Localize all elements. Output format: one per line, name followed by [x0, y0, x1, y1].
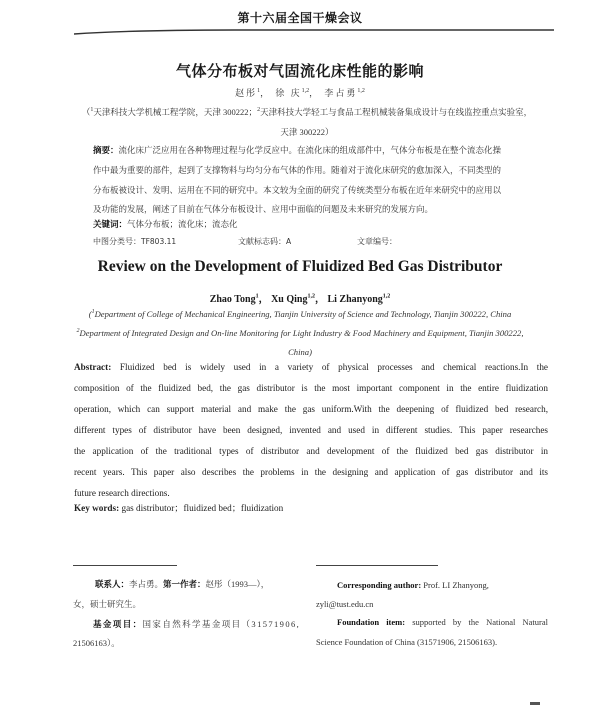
english-affiliation-2: [0, 328, 600, 338]
en-fund-footnote: [337, 617, 548, 627]
keywords-text: 气体分布板；流化床；流态化: [127, 219, 238, 229]
abstract-line: operation, which can support material and make the gas uniform.With the deepening of fluidized bed research,: [74, 404, 548, 414]
english-title: Review on the Development of Fluidized Bed Gas Distributor: [97, 258, 503, 275]
fund-label: Foundation item:: [337, 617, 406, 627]
abstract-label: Abstract:: [74, 362, 112, 372]
abstract-line: composition of the fluidized bed, the gas distributor is the most important component in the entire fluidization: [74, 383, 548, 393]
abstract-label: 摘要：: [93, 145, 119, 155]
author-name: Zhao Tong: [209, 294, 256, 305]
fund-value: 国家自然科学基金项目（31571906,: [142, 619, 301, 629]
abstract-line: [74, 357, 548, 378]
abstract-line: the application of the traditional types of distributor and development of the fluidized bed gas distributor in: [74, 446, 548, 456]
clc-label: 中图分类号：: [93, 237, 141, 246]
first-author-value: 赵彤（1993—），: [205, 579, 270, 589]
corresponding-label: Corresponding author:: [337, 580, 422, 590]
en-corresponding-footnote: [337, 580, 489, 590]
doc-code-label: 文献标志码：: [238, 237, 286, 246]
abstract-text: Fluidized bed is widely used in a variety of physical processes and chemical reactions.In the: [119, 362, 548, 372]
keywords-label: Key words:: [74, 503, 120, 513]
cn-first-author-cont: 女，硕士研究生。: [73, 599, 142, 609]
en-fund-cont: Science Foundation of China (31571906, 21506163).: [316, 637, 498, 647]
contact-label: 联系人：: [95, 579, 130, 589]
chinese-keywords: [93, 218, 238, 230]
chinese-authors: 赵彤$^1$， 徐 庆$^{1,2}$， 李占勇$^{1,2}$: [235, 88, 365, 98]
fund-value: supported by the National Natural: [412, 617, 549, 627]
doc-code-value: A: [286, 237, 292, 246]
article-number: [357, 236, 397, 247]
corresponding-value: Prof. LI Zhanyong,: [423, 580, 489, 590]
chinese-abstract-line: 作中最为重要的部件，起到了支撑物料与均匀分布气体的作用。随着对于流化床研究的愈加深入，不同类型的: [93, 165, 502, 175]
footnote-rule-left: [73, 565, 177, 566]
author-sup: 1: [255, 293, 259, 300]
author-sup: 1,2: [307, 293, 315, 300]
abstract-line: recent years. This paper also describes the problems in the designing and application of gas distributor and its: [74, 467, 548, 477]
author-name: 徐 庆: [275, 88, 302, 98]
en-corresponding-email: zyli@tust.edu.cn: [316, 599, 374, 609]
keywords-label: 关键词：: [93, 219, 128, 229]
chinese-title: 气体分布板对气固流化床性能的影响: [175, 62, 424, 80]
contact-value: 李占勇。: [129, 579, 164, 589]
english-affiliation-1: ($^1$Department of College of Mechanical Engineering, Tianjin University of Science and Technology, Tianjin 300222, China: [88, 309, 512, 319]
english-authors: Zhao Tong$^1$， Xu Qing$^{1,2}$， Li Zhanyong$^{1,2}$: [209, 293, 391, 305]
aff-sup: 1: [91, 309, 95, 316]
author-sup: 1,2: [301, 88, 310, 94]
running-header: 第十六届全国干燥会议: [237, 11, 363, 25]
author-name: 李占勇: [324, 88, 358, 98]
aff-text: Department of Integrated Design and On-line Monitoring for Light Industry & Food Machinery and Equipment, Tianjin 300222,: [79, 328, 524, 338]
abstract-text: 流化床广泛应用在各种物理过程与化学反应中。在流化床的组成部件中，气体分布板是在整个流态化操: [118, 145, 502, 155]
author-sup: 1: [257, 88, 261, 94]
article-no-label: 文章编号：: [357, 237, 397, 246]
english-affiliation-2-cont: China): [288, 347, 312, 357]
chinese-affiliation-line2: 天津 300222）: [280, 127, 334, 137]
header-rule: [74, 29, 554, 35]
keywords-text: gas distributor；fluidized bed；fluidization: [121, 503, 284, 513]
aff-sup: 2: [76, 328, 80, 335]
author-name: 赵彤: [235, 88, 258, 98]
aff-text: Department of College of Mechanical Engineering, Tianjin University of Science and Technology, Tianjin 300222, China: [94, 309, 512, 319]
chinese-abstract-line: [93, 144, 501, 156]
abstract-line: future research directions.: [74, 488, 170, 498]
abstract-line: different types of distributor have been designed, invented and used in different studies. This paper researches: [74, 425, 548, 435]
first-author-label: 第一作者：: [163, 579, 206, 589]
footnote-rule-right: [316, 565, 438, 566]
aff-sup: 2: [257, 107, 261, 114]
english-keywords: [74, 500, 283, 514]
author-sup: 1,2: [382, 293, 391, 300]
cn-fund-footnote: [93, 618, 300, 630]
cn-contact-footnote: [95, 578, 269, 590]
aff-sup: 1: [90, 107, 94, 114]
author-sup: 1,2: [357, 88, 365, 94]
english-abstract: [74, 357, 548, 504]
chinese-abstract-line: 及功能的发展，阐述了目前在气体分布板设计、应用中面临的问题及未来研究的发展方向。: [93, 204, 434, 214]
clc-value: TF803.11: [141, 237, 177, 246]
author-name: Xu Qing: [271, 294, 308, 305]
aff-text: 天津科技大学轻工与食品工程机械装备集成设计与在线监控重点实验室，: [260, 107, 533, 117]
chinese-abstract-line: 分布板被设计、发明、运用在不同的研究中。本文较为全面的研究了传统类型分布板在近年来研究中的应用以: [93, 185, 502, 195]
author-name: Li Zhanyong: [327, 294, 383, 305]
aff-text: 天津科技大学机械工程学院，天津 300222；: [93, 107, 258, 117]
aff-bracket: （: [81, 107, 91, 117]
chinese-affiliation-line1: [72, 106, 542, 118]
clc-number: [93, 236, 176, 247]
fund-label: 基金项目：: [93, 619, 143, 629]
document-code: [238, 236, 291, 247]
cn-fund-cont: 21506163）。: [73, 638, 120, 648]
